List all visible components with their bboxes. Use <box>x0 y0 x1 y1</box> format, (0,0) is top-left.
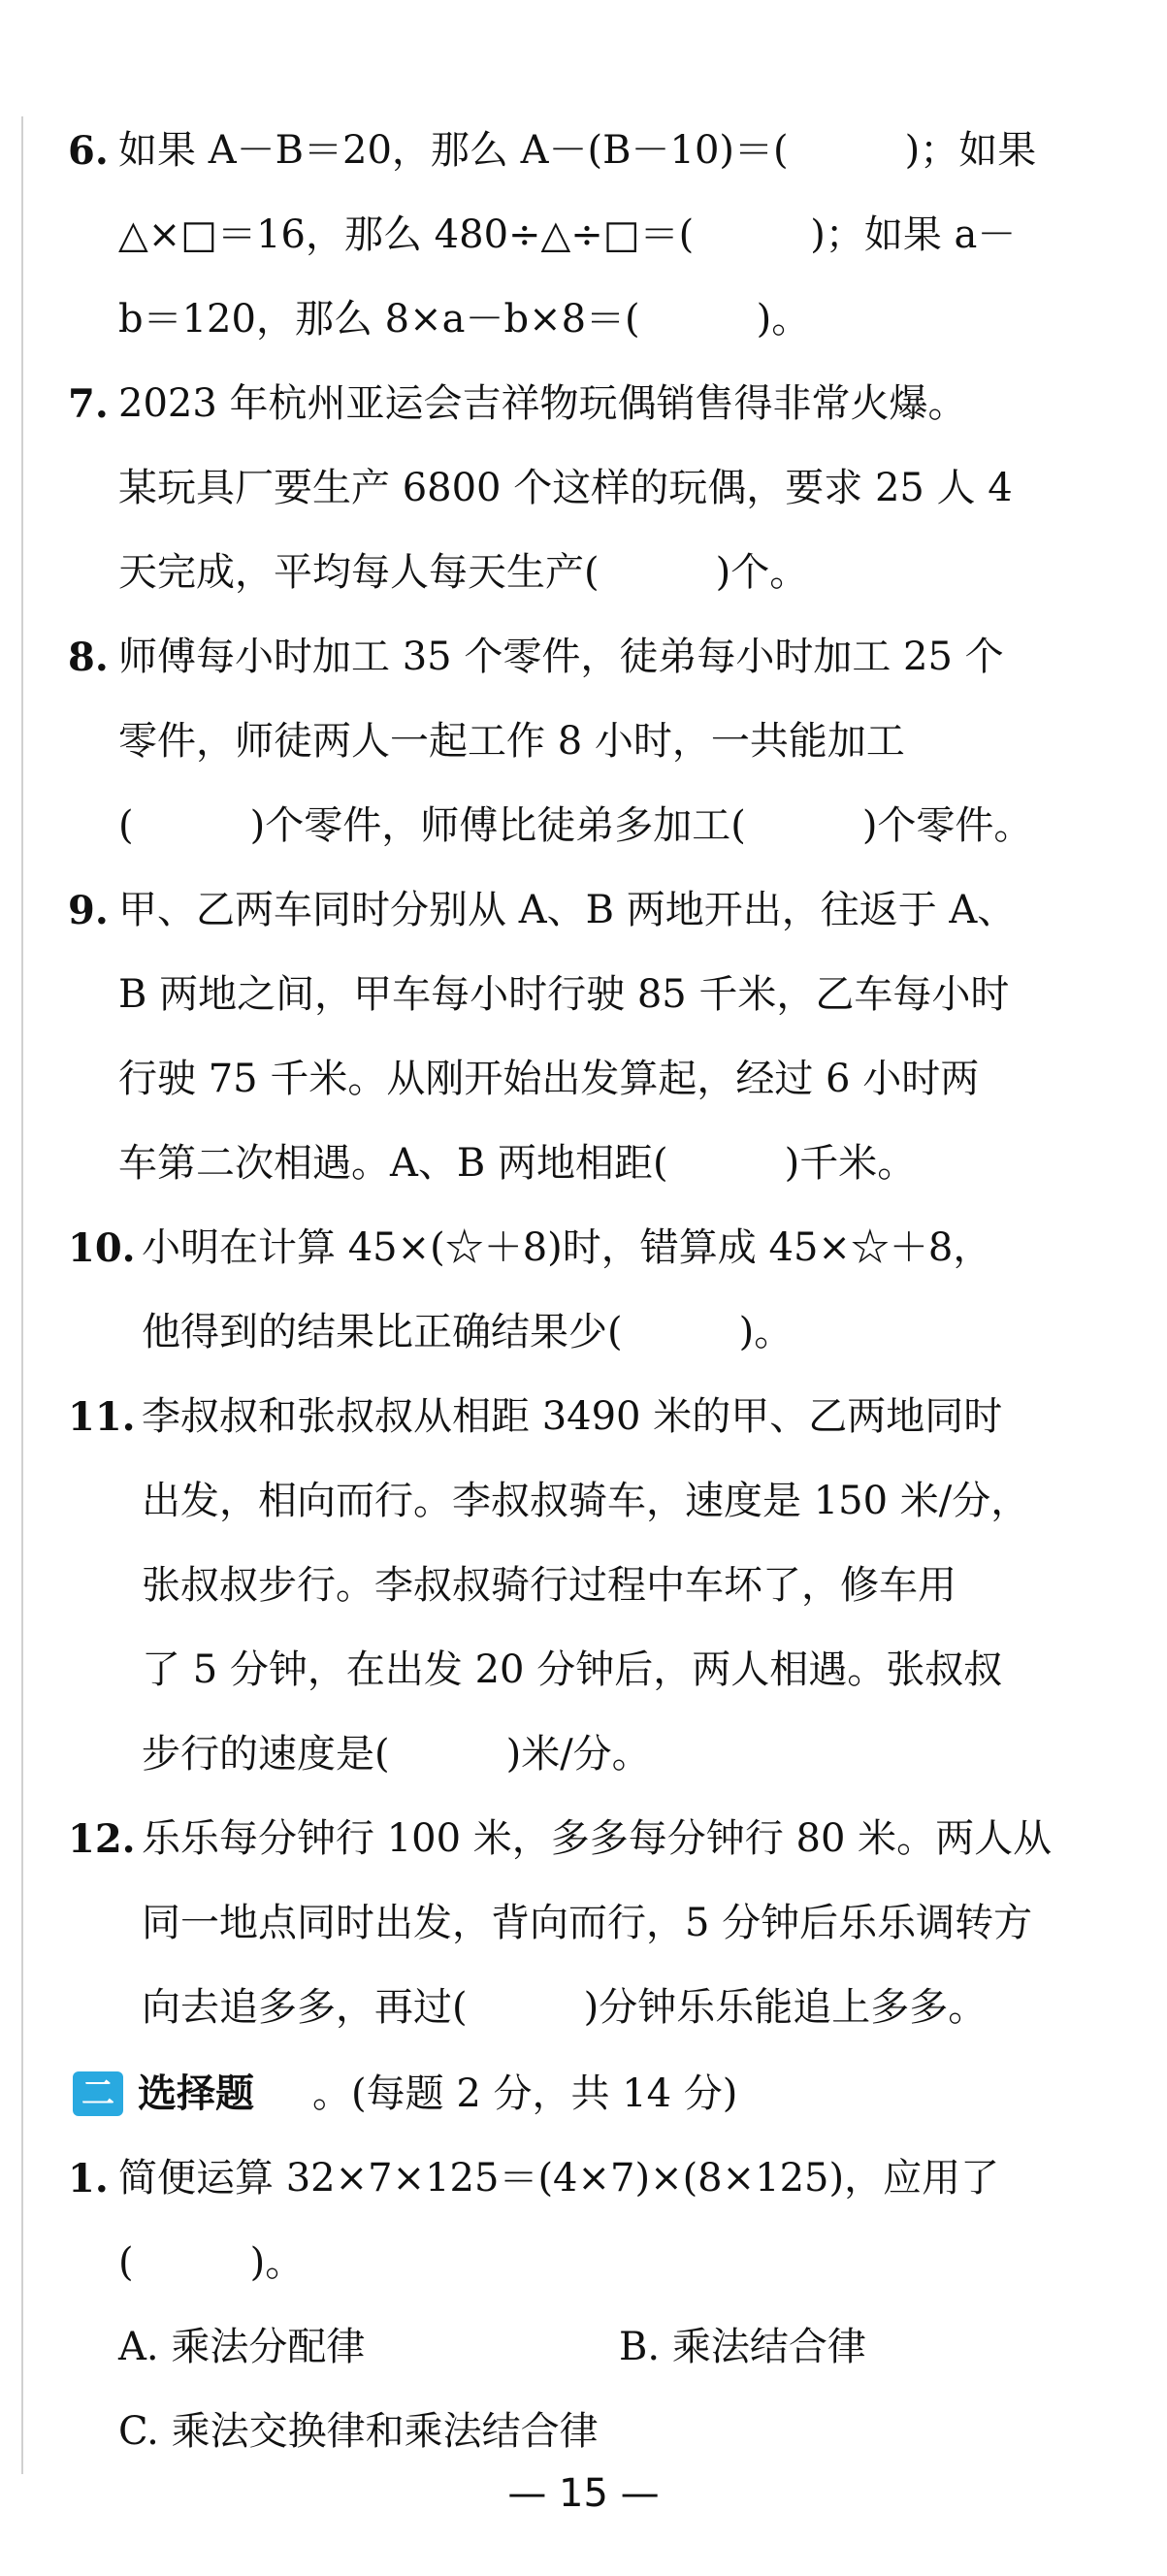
page-number: — 15 — <box>507 2471 660 2516</box>
section-title: 选择题 <box>138 2071 254 2116</box>
choice-options-row-1 <box>68 2305 1106 2390</box>
question-line: 小明在计算 45×(☆＋8)时，错算成 45×☆＋8， <box>142 1225 992 1270</box>
option-c: C. 乘法交换律和乘法结合律 <box>118 2409 599 2454</box>
question-7 <box>68 362 1106 615</box>
left-margin-rule <box>21 116 23 2474</box>
question-line: 张叔叔步行。李叔叔骑行过程中车坏了，修车用 <box>142 1563 956 1608</box>
question-line: 出发，相向而行。李叔叔骑车，速度是 150 米/分， <box>142 1479 1030 1523</box>
question-line: 乐乐每分钟行 100 米，多多每分钟行 80 米。两人从 <box>142 1816 1053 1861</box>
question-line: b＝120，那么 8×a－b×8＝( )。 <box>118 297 811 342</box>
section-badge-label: 二 <box>81 2074 114 2113</box>
choice-question-1 <box>68 2136 1106 2305</box>
question-line: 天完成，平均每人每天生产( )个。 <box>118 550 809 595</box>
option-a: A. 乘法分配律 <box>118 2325 366 2369</box>
question-number: 1. <box>68 2156 109 2201</box>
question-number: 6. <box>68 128 109 174</box>
question-line: ( )。 <box>118 2240 305 2285</box>
section-number-badge <box>73 2071 123 2116</box>
question-12 <box>68 1797 1106 2050</box>
option-b: B. 乘法结合律 <box>619 2325 866 2369</box>
page-content <box>68 109 1106 2474</box>
question-number: 10. <box>68 1225 136 1271</box>
question-line: △×□＝16，那么 480÷△÷□＝( )；如果 a－ <box>118 212 1017 257</box>
question-6 <box>68 109 1106 362</box>
question-8 <box>68 615 1106 868</box>
question-9 <box>68 868 1106 1206</box>
question-line: 甲、乙两车同时分别从 A、B 两地开出，往返于 A、 <box>118 888 1017 932</box>
question-line: 行驶 75 千米。从刚开始出发算起，经过 6 小时两 <box>118 1057 980 1101</box>
question-number: 8. <box>68 635 109 680</box>
question-10 <box>68 1206 1106 1375</box>
question-number: 11. <box>68 1394 136 1440</box>
question-line: 2023 年杭州亚运会吉祥物玩偶销售得非常火爆。 <box>118 381 967 426</box>
question-line: 步行的速度是( )米/分。 <box>142 1732 651 1777</box>
question-line: 如果 A－B＝20，那么 A－(B－10)＝( )；如果 <box>118 128 1037 173</box>
question-line: 某玩具厂要生产 6800 个这样的玩偶，要求 25 人 4 <box>118 466 1013 510</box>
question-line: 车第二次相遇。A、B 两地相距( )千米。 <box>118 1141 917 1186</box>
choice-options-row-2 <box>68 2390 1106 2474</box>
question-line: ( )个零件，师傅比徒弟多加工( )个零件。 <box>118 803 1033 848</box>
question-line: 简便运算 32×7×125＝(4×7)×(8×125)，应用了 <box>118 2156 1000 2201</box>
question-number: 7. <box>68 381 109 427</box>
question-number: 9. <box>68 888 109 933</box>
question-line: B 两地之间，甲车每小时行驶 85 千米，乙车每小时 <box>118 972 1010 1017</box>
question-line: 李叔叔和张叔叔从相距 3490 米的甲、乙两地同时 <box>142 1394 1003 1439</box>
section-heading <box>68 2052 1106 2136</box>
question-line: 向去追多多，再过( )分钟乐乐能追上多多。 <box>142 1985 988 2030</box>
question-11 <box>68 1375 1106 1797</box>
question-line: 了 5 分钟，在出发 20 分钟后，两人相遇。张叔叔 <box>142 1647 1003 1692</box>
question-number: 12. <box>68 1816 136 1862</box>
question-line: 师傅每小时加工 35 个零件，徒弟每小时加工 25 个 <box>118 635 1004 679</box>
question-line: 零件，师徒两人一起工作 8 小时，一共能加工 <box>118 719 905 764</box>
section-scoring-note: 。(每题 2 分，共 14 分) <box>312 2071 738 2116</box>
question-line: 同一地点同时出发，背向而行，5 分钟后乐乐调转方 <box>142 1901 1033 1945</box>
question-line: 他得到的结果比正确结果少( )。 <box>142 1310 794 1354</box>
